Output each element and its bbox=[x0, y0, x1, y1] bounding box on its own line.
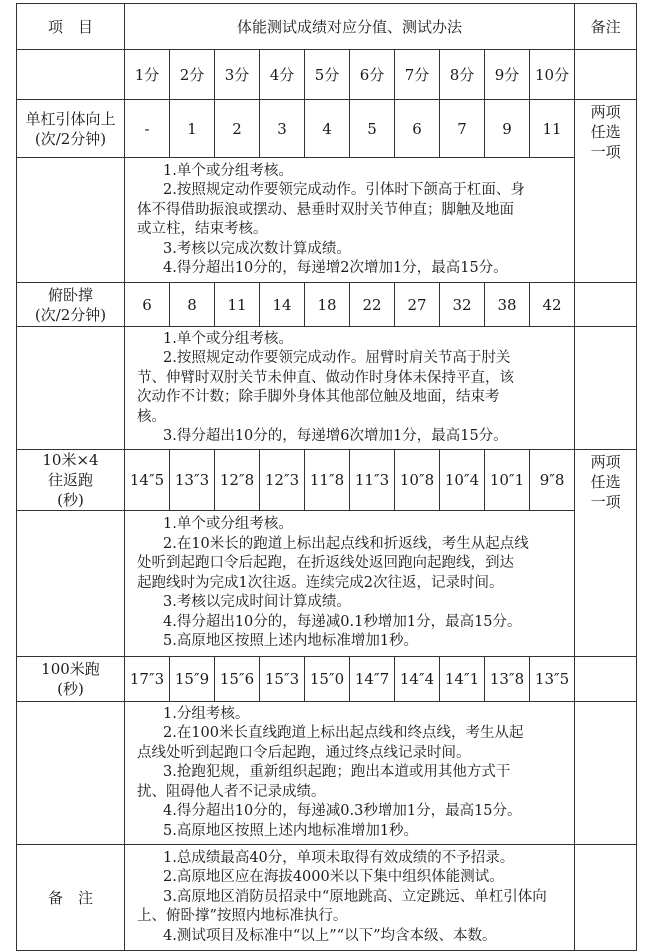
score-label-row bbox=[17, 50, 637, 100]
score-value: 10″4 bbox=[440, 450, 485, 511]
score-value: 15″6 bbox=[215, 657, 260, 702]
score-value: 6 bbox=[395, 100, 440, 158]
event-name-line: (次/2分钟) bbox=[34, 129, 107, 148]
method-note-line: 1.分组考核。 bbox=[163, 705, 250, 722]
event-name bbox=[17, 657, 125, 702]
method-note-line: 5.高原地区按照上述内地标准增加1秒。 bbox=[163, 822, 419, 839]
score-value: 15″3 bbox=[260, 657, 305, 702]
score-value: 12″3 bbox=[260, 450, 305, 511]
method-note-line: 2.按照规定动作要领完成动作。引体时下颌高于杠面、身 bbox=[163, 182, 525, 198]
event-name-line: 俯卧撑 bbox=[47, 285, 93, 304]
score-value: 2 bbox=[215, 100, 260, 158]
method-note-line: 次动作不计数；除手脚外身体其他部位触及地面，结束考 bbox=[137, 389, 500, 405]
event-notes-row bbox=[17, 511, 637, 657]
method-note-line: 体不得借助振浪或摆动、悬垂时双肘关节伸直；脚触及地面 bbox=[137, 201, 514, 218]
method-notes bbox=[125, 511, 575, 657]
fitness-standards-table bbox=[16, 3, 637, 951]
method-note-line: 1.单个或分组考核。 bbox=[163, 330, 293, 347]
event-notes-row bbox=[17, 158, 637, 283]
method-note-line: 核。 bbox=[137, 408, 166, 425]
score-value: 14″5 bbox=[125, 450, 170, 511]
event-row bbox=[17, 450, 637, 511]
score-value: 22 bbox=[350, 283, 395, 327]
score-label: 5分 bbox=[305, 50, 350, 100]
event-name bbox=[17, 100, 125, 158]
notes-label-blank bbox=[17, 327, 125, 450]
method-note-line: 扰、阻碍他人者不记录成绩。 bbox=[137, 783, 326, 800]
event-row bbox=[17, 283, 637, 327]
event-remark-line: 一项 bbox=[590, 143, 621, 161]
score-label: 8分 bbox=[440, 50, 485, 100]
event-name-line: 100米跑 bbox=[41, 660, 100, 678]
score-value: 13″5 bbox=[530, 657, 575, 702]
score-value: 18 bbox=[305, 283, 350, 327]
method-note-line: 4.得分超出10分的，每递增2次增加1分，最高15分。 bbox=[163, 260, 508, 276]
score-value: 13″8 bbox=[485, 657, 530, 702]
method-note-line: 3.高原地区消防员招录中“原地跳高、立定跳远、单杠引体向 bbox=[163, 888, 547, 905]
event-remark-blank bbox=[575, 657, 637, 702]
score-label: 3分 bbox=[215, 50, 260, 100]
method-note-line: 1.单个或分组考核。 bbox=[163, 162, 293, 179]
event-row bbox=[17, 657, 637, 702]
method-note-line: 2.在10米长的跑道上标出起点线和折返线，考生从起点线 bbox=[163, 535, 529, 552]
method-note-line: 3.考核以完成次数计算成绩。 bbox=[163, 240, 351, 257]
method-note-line: 4.得分超出10分的，每递减0.3秒增加1分，最高15分。 bbox=[163, 803, 522, 820]
score-label: 10分 bbox=[530, 50, 575, 100]
event-name-line: (秒) bbox=[57, 491, 84, 509]
notes-label-blank bbox=[17, 158, 125, 283]
footer-row bbox=[17, 845, 637, 951]
score-value: 11 bbox=[530, 100, 575, 158]
score-value: 3 bbox=[260, 100, 305, 158]
method-note-line: 节、伸臂时双肘关节未伸直、做动作时身体未保持平直，该 bbox=[137, 369, 514, 386]
method-note-line: 2.按照规定动作要领完成动作。屈臂时肩关节高于肘关 bbox=[163, 350, 511, 366]
score-value: 32 bbox=[440, 283, 485, 327]
method-note-line: 3.得分超出10分的，每递增6次增加1分，最高15分。 bbox=[163, 428, 508, 444]
event-row bbox=[17, 100, 637, 158]
method-note-line: 处听到起跑口令后起跑，在折返线处返回跑向起跑线，到达 bbox=[137, 555, 514, 572]
header-row bbox=[17, 4, 637, 50]
score-value: 11″8 bbox=[305, 450, 350, 511]
score-value: 1 bbox=[170, 100, 215, 158]
event-remark-blank bbox=[575, 283, 637, 327]
score-value: 11 bbox=[215, 283, 260, 327]
score-value: - bbox=[125, 100, 170, 158]
score-label: 9分 bbox=[485, 50, 530, 100]
score-label: 6分 bbox=[350, 50, 395, 100]
event-name bbox=[17, 283, 125, 327]
notes-label-blank bbox=[17, 702, 125, 845]
footer-label: 备 注 bbox=[17, 845, 125, 951]
score-value: 6 bbox=[125, 283, 170, 327]
score-label: 4分 bbox=[260, 50, 305, 100]
method-note-line: 或立柱，结束考核。 bbox=[137, 221, 268, 237]
header-item: 项 目 bbox=[17, 4, 125, 50]
header-remark: 备注 bbox=[575, 4, 637, 50]
event-remark-line: 两项 bbox=[590, 453, 621, 471]
score-value: 9″8 bbox=[530, 450, 575, 511]
score-label: 2分 bbox=[170, 50, 215, 100]
event-notes-row bbox=[17, 327, 637, 450]
method-note-line: 4.测试项目及标准中“以上”“以下”均含本级、本数。 bbox=[163, 927, 497, 944]
event-notes-row bbox=[17, 702, 637, 845]
method-notes bbox=[125, 327, 575, 450]
footer-remark-blank bbox=[575, 845, 637, 951]
method-notes bbox=[125, 158, 575, 283]
method-note-line: 2.高原地区应在海拔4000米以下集中组织体能测试。 bbox=[163, 869, 504, 886]
method-note-line: 点线处听到起跑口令后起跑，通过终点线记录时间。 bbox=[137, 744, 471, 761]
score-value: 5 bbox=[350, 100, 395, 158]
score-value: 17″3 bbox=[125, 657, 170, 702]
method-note-line: 2.在100米长直线跑道上标出起点线和终点线，考生从起 bbox=[163, 725, 524, 742]
event-remark-line: 两项 bbox=[590, 103, 621, 121]
score-label-blank bbox=[17, 50, 125, 100]
score-value: 13″3 bbox=[170, 450, 215, 511]
score-value: 8 bbox=[170, 283, 215, 327]
score-value: 14″7 bbox=[350, 657, 395, 702]
score-value: 14 bbox=[260, 283, 305, 327]
method-notes bbox=[125, 845, 575, 951]
event-name-line: (秒) bbox=[57, 680, 84, 698]
event-name bbox=[17, 450, 125, 511]
score-value: 42 bbox=[530, 283, 575, 327]
notes-remark-blank bbox=[575, 702, 637, 845]
score-value: 10″8 bbox=[395, 450, 440, 511]
score-value: 12″8 bbox=[215, 450, 260, 511]
score-value: 38 bbox=[485, 283, 530, 327]
method-notes bbox=[125, 702, 575, 845]
event-name-line: 10米×4 bbox=[42, 451, 99, 469]
event-name-line: 单杠引体向上 bbox=[25, 109, 116, 128]
score-value: 15″9 bbox=[170, 657, 215, 702]
score-value: 14″1 bbox=[440, 657, 485, 702]
event-name-line: 往返跑 bbox=[47, 471, 93, 489]
header-main: 体能测试成绩对应分值、测试办法 bbox=[125, 4, 575, 50]
notes-remark-blank bbox=[575, 327, 637, 450]
event-remark bbox=[575, 100, 637, 283]
score-value: 10″1 bbox=[485, 450, 530, 511]
score-value: 14″4 bbox=[395, 657, 440, 702]
score-value: 15″0 bbox=[305, 657, 350, 702]
score-value: 4 bbox=[305, 100, 350, 158]
event-remark-line: 任选 bbox=[590, 123, 621, 141]
method-note-line: 3.抢跑犯规，重新组织起跑；跑出本道或用其他方式干 bbox=[163, 764, 511, 781]
score-value: 7 bbox=[440, 100, 485, 158]
method-note-line: 3.考核以完成时间计算成绩。 bbox=[163, 594, 351, 611]
method-note-line: 1.单个或分组考核。 bbox=[163, 516, 293, 533]
method-note-line: 5.高原地区按照上述内地标准增加1秒。 bbox=[163, 633, 419, 650]
score-label-remark-blank bbox=[575, 50, 637, 100]
event-remark-line: 任选 bbox=[590, 473, 621, 491]
score-label: 1分 bbox=[125, 50, 170, 100]
score-value: 9 bbox=[485, 100, 530, 158]
score-label: 7分 bbox=[395, 50, 440, 100]
method-note-line: 4.得分超出10分的，每递减0.1秒增加1分，最高15分。 bbox=[163, 613, 522, 630]
event-name-line: (次/2分钟) bbox=[34, 305, 107, 324]
notes-label-blank bbox=[17, 511, 125, 657]
method-note-line: 上、俯卧撑”按照内地标准执行。 bbox=[137, 908, 348, 925]
score-value: 27 bbox=[395, 283, 440, 327]
event-remark bbox=[575, 450, 637, 657]
event-remark-line: 一项 bbox=[590, 493, 621, 511]
method-note-line: 起跑线时为完成1次往返。连续完成2次往返，记录时间。 bbox=[137, 574, 504, 591]
method-note-line: 1.总成绩最高40分，单项未取得有效成绩的不予招录。 bbox=[163, 849, 515, 866]
score-value: 11″3 bbox=[350, 450, 395, 511]
